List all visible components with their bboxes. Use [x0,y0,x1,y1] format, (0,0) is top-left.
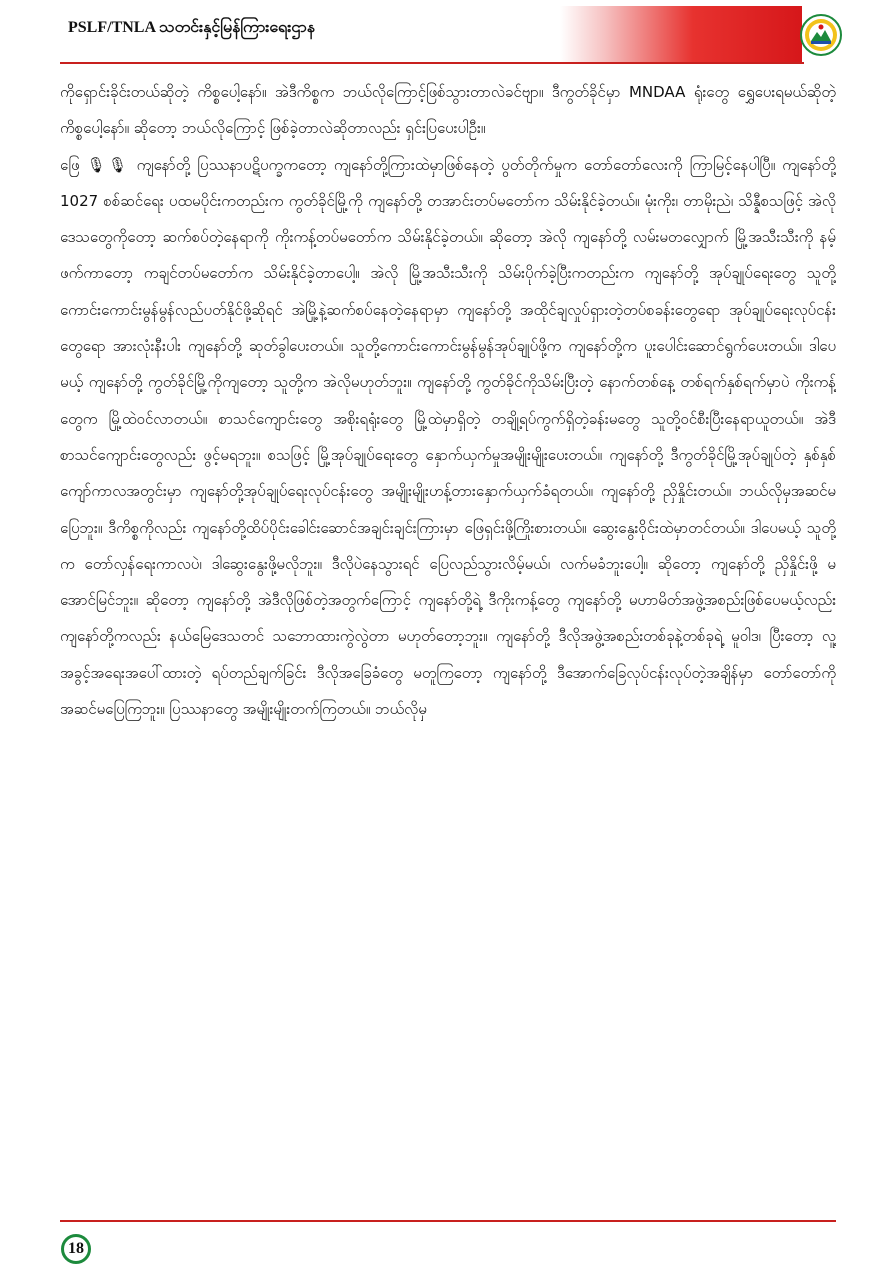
header-divider [60,62,804,64]
page-header [0,0,896,78]
header-red-band [560,6,802,62]
paragraph-1: ကိုရှောင်းခိုင်းတယ်ဆိုတဲ့ ကိစ္စပေါ့နော်။ အဲဒီကိစ္စက ဘယ်လိုကြောင့်ဖြစ်သွားတာလဲခင်ဗျာ။ ဒီကွတ်ခိုင်မှာ MNDAA ရုံးတွေ ရွှေပေးရမယ်ဆိုတဲ့ ကိစ္စပေါ့နော်။ ဆိုတော့ ဘယ်လိုကြောင့် ဖြစ်ခဲ့တာလဲဆိုတာလည်း ရှင်းပြပေးပါဦး။ [60,83,836,138]
footer-divider [60,1220,836,1222]
page-number-badge [61,1234,91,1264]
organization-emblem-icon [800,14,842,56]
header-title: PSLF/TNLA သတင်းနှင့်မြန်ကြားရေးဌာန [68,19,316,36]
page-number: 18 [68,1240,84,1257]
paragraph-2: ဖြေ 🎙🎙 ကျနော်တို့ ပြဿနာပဋိပက္ခကတော့ ကျနော်တို့ကြားထဲမှာဖြစ်နေတဲ့ ပွတ်တိုက်မှုက တော်တော်လေးကို ကြာမြင့်နေပါပြီ။ ကျနော်တို့ 1027 စစ်ဆင်ရေး ပထမပိုင်းကတည်းက ကွတ်ခိုင်မြို့ကို ကျနော်တို့ တအာင်းတပ်မတော်က သိမ်းနိုင်ခဲ့တယ်။ မုံးကိုး၊ တာမိုးညဲ၊ သိန္နီစသဖြင့် အဲလိုဒေသတွေကိုတော့ ဆက်စပ်တဲ့နေရာကို ကိုးကန့်တပ်မတော်က သိမ်းနိုင်ခဲ့တယ်။ ဆိုတော့ အဲလို ကျနော်တို့ လမ်းမတလျှောက် မြို့အသီးသီးကို နမ့်ဖက်ကာတော့ ကချင်တပ်မတော်က သိမ်းနိုင်ခဲ့တာပေါ့။ အဲလို မြို့အသီးသီးကို သိမ်းပိုက်ခဲ့ပြီးကတည်းက ကျနော်တို့ အုပ်ချုပ်ရေးတွေ သူတို့ကောင်းကောင်းမွန်မွန်လည်ပတ်နိုင်ဖို့ဆိုရင် အဲမြို့နဲ့ဆက်စပ်နေတဲ့နေရာမှာ ကျနော်တို့ အထိုင်ချလှုပ်ရှားတဲ့တပ်စခန်းတွေရော အုပ်ချုပ်ရေးလုပ်ငန်းတွေရော အားလုံးနီးပါး ကျနော်တို့ ဆုတ်ခွါပေးတယ်။ သူတို့ကောင်းကောင်းမွန်မွန်အုပ်ချုပ်ဖို့က ကျနော်တို့က ပူးပေါင်းဆောင်ရွက်ပေးတယ်။ ဒါပေမယ့် ကျနော်တို့ ကွတ်ခိုင်မြို့ကိုကျတော့ သူတို့က အဲလိုမဟုတ်ဘူး။ ကျနော်တို့ ကွတ်ခိုင်ကိုသိမ်းပြီးတဲ့ နောက်တစ်နေ့ တစ်ရက်နှစ်ရက်မှာပဲ ကိုးကန့်တွေက မြို့ထဲဝင်လာတယ်။ စာသင်ကျောင်းတွေ အစိုးရရုံးတွေ မြို့ထဲမှာရှိတဲ့ တချို့ရပ်ကွက်ရှိတဲ့ခန်းမတွေ သူတို့ဝင်စီးပြီးနေရာယူတယ်။ အဲဒီစာသင်ကျောင်းတွေလည်း ဖွင့်မရဘူး။ စသဖြင့် မြို့အုပ်ချုပ်ရေးတွေ နှောက်ယှက်မှုအမျိုးမျိုးပေးတယ်။ ကျနော်တို့ ဒီကွတ်ခိုင်မြို့အုပ်ချုပ်တဲ့ နှစ်နှစ်ကျော်ကာလအတွင်းမှာ ကျနော်တို့အုပ်ချုပ်ရေးလုပ်ငန်းတွေ အမျိုးမျိုးဟန့်တားနှောက်ယှက်ခံရတယ်။ ကျနော်တို့ ညှိနှိုင်းတယ်။ ဘယ်လိုမှအဆင်မပြေဘူး။ ဒီကိစ္စကိုလည်း ကျနော်တို့ထိပ်ပိုင်းခေါင်းဆောင်အချင်းချင်းကြားမှာ ဖြေရှင်းဖို့ကြိုးစားတယ်။ ဆွေးနွေးဝိုင်းထဲမှာတင်တယ်။ ဒါပေမယ့် သူတို့က တော်လှန်ရေးကာလပဲ၊ ဒါဆွေးနွေးဖို့မလိုဘူး။ ဒီလိုပဲနေသွားရင် ပြေလည်သွားလိမ့်မယ်၊ လက်မခံဘူးပေါ့။ ဆိုတော့ ကျနော်တို့ ညှိနှိုင်းဖို့ မအောင်မြင်ဘူး။ ဆိုတော့ ကျနော်တို့ အဲဒီလိုဖြစ်တဲ့အတွက်ကြောင့် ကျနော်တို့ရဲ့ ဒီကိုးကန့်တွေ ကျနော်တို့ မဟာမိတ်အဖွဲ့အစည်းဖြစ်ပေမယ့်လည်း ကျနော်တို့ကလည်း နယ်မြေဒေသတင် သဘောထားကွဲလွဲတာ မဟုတ်တော့ဘူး။ ကျနော်တို့ ဒီလိုအဖွဲ့အစည်းတစ်ခုနဲ့တစ်ခုရဲ့ မူဝါဒ၊ ပြီးတော့ လူ့အခွင့်အရေးအပေါ်ထားတဲ့ ရပ်တည်ချက်ခြင်း ဒီလိုအခြေခံတွေ မတူကြတော့ ကျနော်တို့ ဒီအောက်ခြေလုပ်ငန်းလုပ်တဲ့အချိန်မှာ တော်တော်ကို အဆင်မပြေကြဘူး။ ပြဿနာတွေ အမျိုးမျိုးတက်ကြတယ်။ ဘယ်လိုမှ [60,155,836,719]
article-body [60,74,836,1216]
